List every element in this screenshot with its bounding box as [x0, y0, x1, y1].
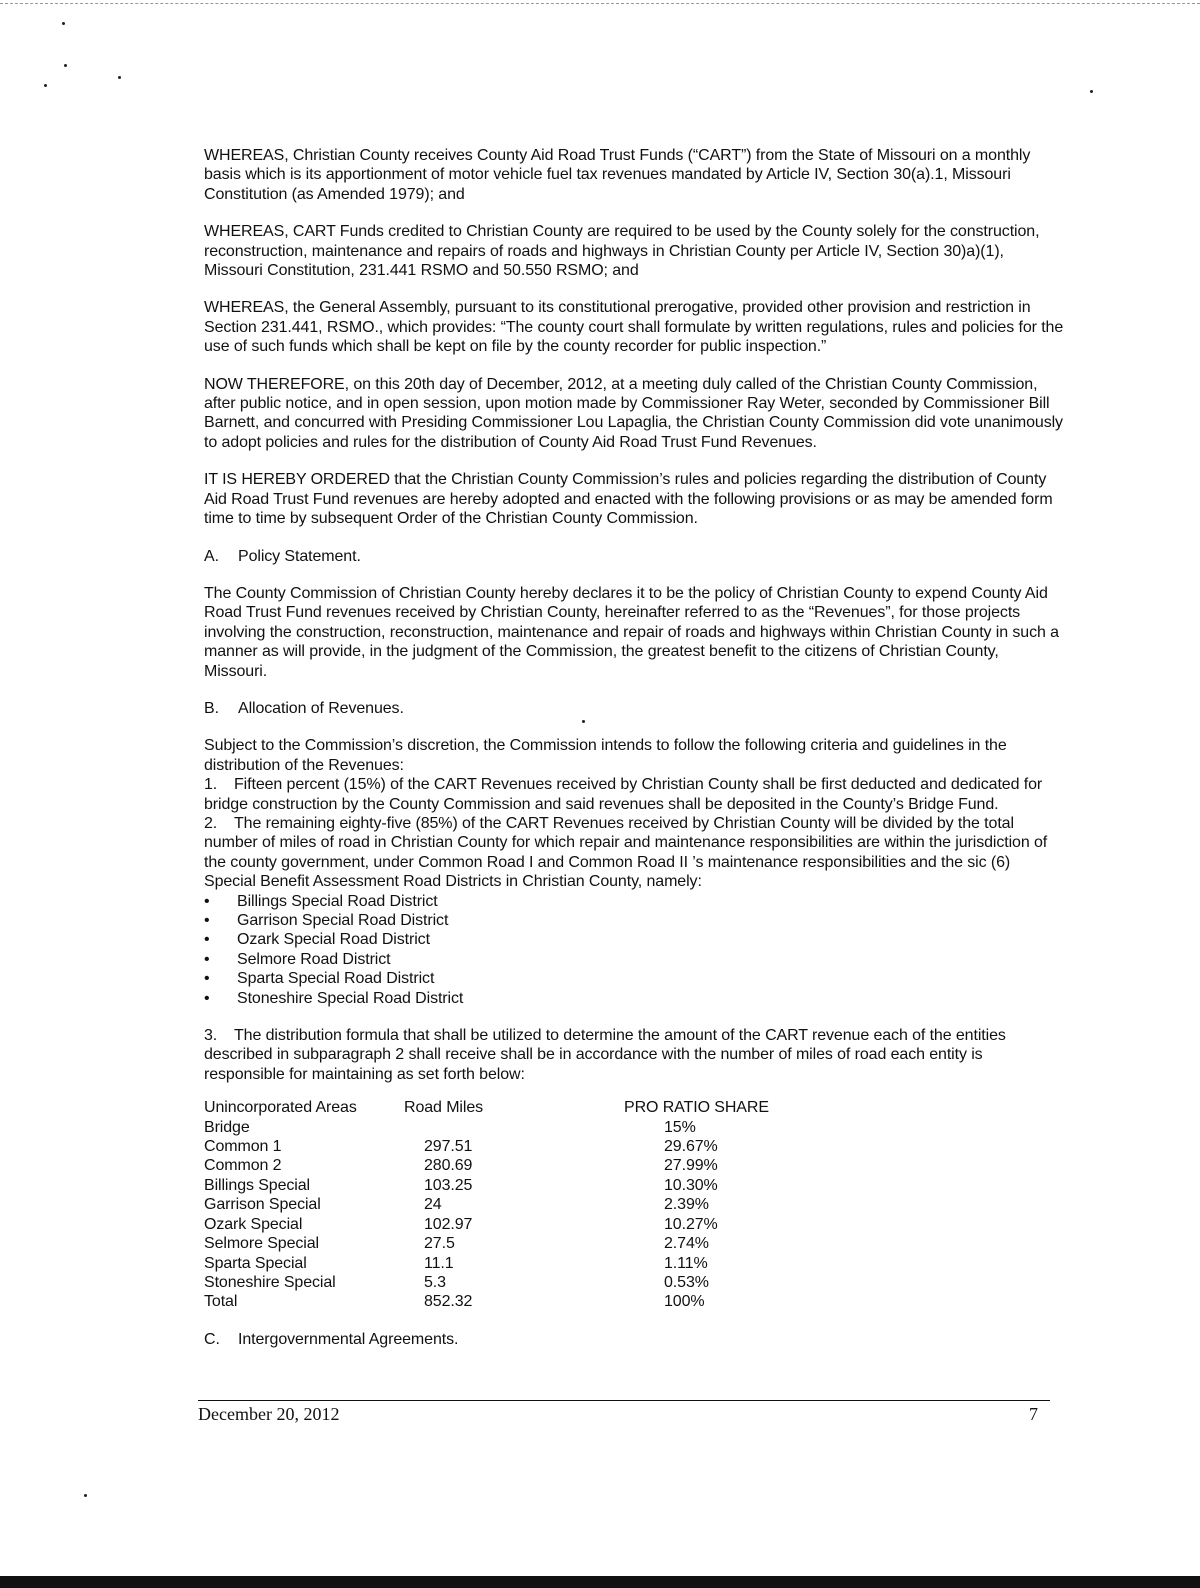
table-row [204, 1254, 864, 1273]
whereas-paragraph-3: WHEREAS, the General Assembly, pursuant to its constitutional prerogative, provided other provision and restriction in Section 231.441, RSMO., which provides: “The county court shall formulate by written regulations, rules and policies for the use of such funds which shall be kept on file by the county recorder for public inspection.” [204, 299, 1064, 356]
table-cell: 24 [424, 1196, 442, 1214]
column-header: Road Miles [404, 1099, 484, 1117]
section-letter: B. [204, 699, 219, 717]
table-cell: 15% [664, 1118, 696, 1136]
distribution-table [204, 1098, 864, 1311]
list-item: • Selmore Road District [204, 950, 1064, 969]
item-number: 2. [204, 814, 218, 832]
table-cell: Garrison Special [204, 1196, 321, 1214]
now-therefore-paragraph: NOW THEREFORE, on this 20th day of December, 2012, at a meeting duly called of the Christian County Commission, after public notice, and in open session, upon motion made by Commissioner Ray Weter, seconded by Commissioner Bill Barnett, and concurred with Presiding Commissioner Lou Lapaglia, the Christian County Commission did vote unanimously to adopt policies and rules for the distribution of County Aid Road Trust Fund Revenues. [204, 375, 1063, 451]
whereas-paragraph-1: WHEREAS, Christian County receives County Aid Road Trust Funds (“CART”) from the State of Missouri on a monthly basis which is its apportionment of motor vehicle fuel tax revenues mandated by Article IV, Section 30(a).1, Missouri Constitution (as Amended 1979); and [204, 147, 1031, 203]
table-cell: 27.5 [424, 1235, 455, 1253]
table-cell: Ozark Special [204, 1215, 303, 1233]
column-header: Unincorporated Areas [204, 1099, 357, 1117]
section-a-heading [204, 547, 1064, 566]
table-cell: Total [204, 1293, 238, 1311]
table-row [204, 1156, 864, 1175]
document-body [204, 146, 1064, 1367]
table-row [204, 1234, 864, 1253]
list-item: • Garrison Special Road District [204, 911, 1064, 930]
table-row [204, 1137, 864, 1156]
allocation-item-1 [204, 775, 1064, 814]
table-cell [404, 1118, 624, 1137]
item-text: The distribution formula that shall be utilized to determine the amount of the CART revenue each of the entities described in subparagraph 2 shall receive shall be in accordance with the number of miles of road each entity is responsible for maintaining as set forth below: [204, 1027, 1006, 1083]
table-cell: Common 1 [204, 1138, 282, 1156]
scan-speck [64, 64, 67, 67]
table-cell: Selmore Special [204, 1235, 320, 1253]
item-text: The remaining eighty-five (85%) of the CART Revenues received by Christian County will be divided by the total number of miles of road in Christian County for which repair and maintenance responsibilities are within the jurisdiction of the county government, under Common Road I and Common Road II ’s maintenance responsibilities and the sic (6) Special Benefit Assessment Road Districts in Christian County, namely: [204, 814, 1048, 891]
table-cell: 5.3 [424, 1273, 446, 1291]
table-row [204, 1215, 864, 1234]
table-cell: 10.27% [664, 1215, 718, 1233]
table-cell: 11.1 [424, 1254, 454, 1272]
section-letter: C. [204, 1330, 220, 1348]
allocation-item-3 [204, 1026, 1064, 1084]
scan-speck [118, 76, 121, 79]
scan-speck [62, 22, 65, 25]
table-cell: 2.74% [664, 1235, 709, 1253]
scan-speck [1090, 90, 1093, 93]
table-cell: 280.69 [424, 1157, 473, 1175]
allocation-item-2 [204, 814, 1064, 892]
table-cell: 852.32 [424, 1293, 473, 1311]
item-text: Fifteen percent (15%) of the CART Revenues received by Christian County shall be first deducted and dedicated for bridge construction by the County Commission and said revenues shall be deposited in the County’s Bridge Fund. [204, 776, 1043, 813]
table-cell: 29.67% [664, 1138, 718, 1156]
table-cell: 103.25 [424, 1176, 473, 1194]
table-row-total [204, 1292, 864, 1311]
table-cell: 0.53% [664, 1273, 709, 1291]
table-cell: 100% [664, 1293, 705, 1311]
item-number: 1. [204, 776, 218, 794]
column-header: PRO RATIO SHARE [624, 1099, 769, 1117]
ordered-paragraph: IT IS HEREBY ORDERED that the Christian County Commission’s rules and policies regarding the distribution of County Aid Road Trust Fund revenues are hereby adopted and enacted with the following provisions or as may be amended form time to time by subsequent Order of the Christian County Commission. [204, 471, 1053, 528]
table-cell: Sparta Special [204, 1254, 307, 1272]
page-number: 7 [1029, 1404, 1038, 1424]
road-district-list [204, 892, 1064, 1008]
table-row [204, 1273, 864, 1292]
table-header-row [204, 1098, 864, 1117]
table-cell: Common 2 [204, 1157, 282, 1175]
scan-top-edge-line [0, 3, 1200, 4]
section-title: Intergovernmental Agreements. [238, 1330, 459, 1348]
table-cell: 1.11% [664, 1254, 708, 1272]
list-item: • Ozark Special Road District [204, 930, 1064, 949]
section-b-heading [204, 699, 1064, 718]
list-item: • Sparta Special Road District [204, 969, 1064, 988]
section-title: Allocation of Revenues. [238, 699, 404, 717]
whereas-paragraph-2: WHEREAS, CART Funds credited to Christian County are required to be used by the County solely for the construction, reconstruction, maintenance and repairs of roads and highways in Christian County per Article IV, Section 30)a)(1), Missouri Constitution, 231.441 RSMO and 50.550 RSMO; and [204, 223, 1040, 280]
section-letter: A. [204, 547, 219, 565]
table-row [204, 1118, 864, 1137]
section-c-heading [204, 1330, 1064, 1349]
page-footer [198, 1400, 1050, 1425]
table-row [204, 1195, 864, 1214]
table-cell: Billings Special [204, 1176, 311, 1194]
scan-speck [44, 84, 47, 87]
list-item: • Billings Special Road District [204, 892, 1064, 911]
policy-statement-text: The County Commission of Christian County hereby declares it to be the policy of Christian County to expend County Aid Road Trust Fund revenues received by Christian County, hereinafter referred to as the “Revenues”, for those projects involving the construction, reconstruction, maintenance and repair of roads and highways within Christian County in such a manner as will provide, in the judgment of the Commission, the greatest benefit to the citizens of Christian County, Missouri. [204, 584, 1059, 680]
table-cell: 102.97 [424, 1215, 473, 1233]
allocation-intro: Subject to the Commission’s discretion, the Commission intends to follow the following criteria and guidelines in the distribution of the Revenues: [204, 737, 1007, 774]
list-item: • Stoneshire Special Road District [204, 989, 1064, 1008]
table-cell: Stoneshire Special [204, 1273, 336, 1291]
table-row [204, 1176, 864, 1195]
table-cell: 297.51 [424, 1138, 473, 1156]
scan-bottom-edge-bar [0, 1576, 1200, 1588]
table-cell: 2.39% [664, 1196, 709, 1214]
table-cell: 10.30% [664, 1176, 718, 1194]
scan-speck [84, 1494, 87, 1497]
table-cell: Bridge [204, 1118, 250, 1136]
section-title: Policy Statement. [238, 547, 361, 565]
footer-date: December 20, 2012 [198, 1404, 340, 1424]
item-number: 3. [204, 1027, 218, 1045]
table-cell: 27.99% [664, 1157, 718, 1175]
